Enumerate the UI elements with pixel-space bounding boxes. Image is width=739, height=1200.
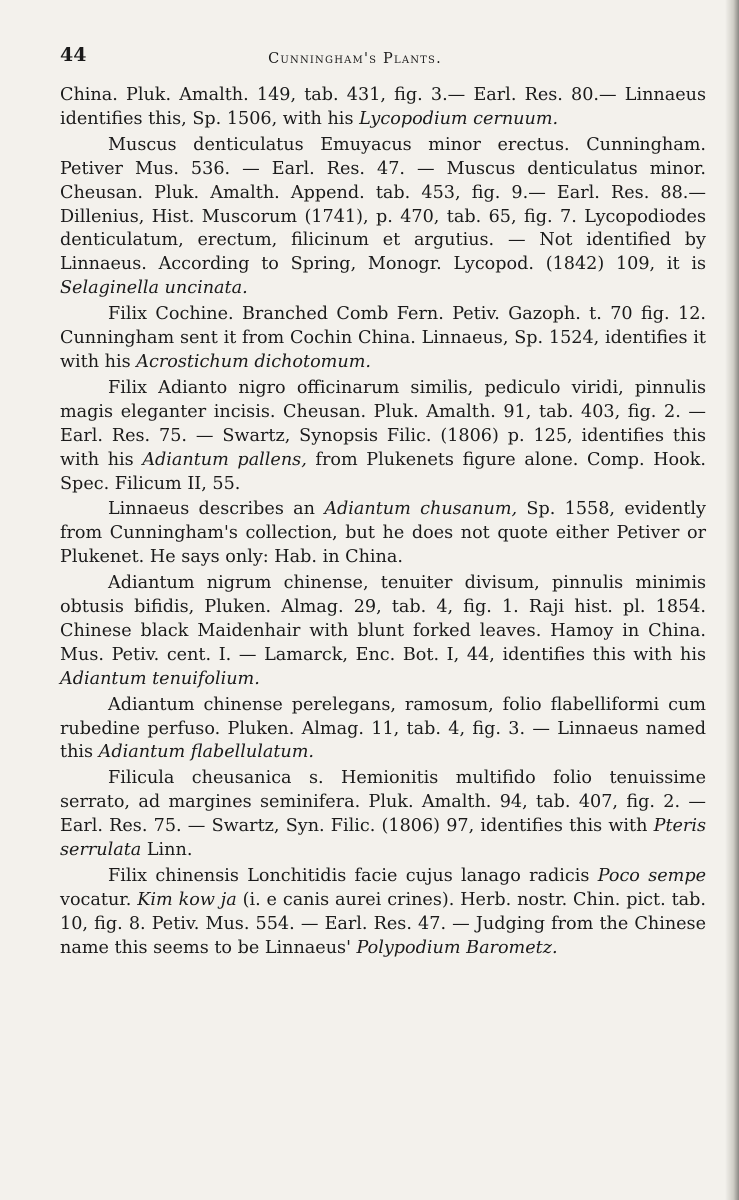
text-run: Sp. 1558, evidently from Cunningham's collection, but he does not quote either Petiver or Plukenet. He says only: Hab. in China.: [60, 499, 706, 568]
text-run: vocatur.: [60, 889, 138, 910]
italic-text-run: Adiantum tenuifolium.: [60, 668, 260, 689]
paragraph: [60, 694, 706, 766]
text-run: Linnaeus describes an: [108, 499, 325, 520]
paragraph: [60, 498, 706, 570]
text-run: Filix chinensis Lonchitidis facie cujus lanago radicis: [108, 866, 598, 886]
paragraph: [60, 377, 706, 497]
text-run: Muscus denticulatus Emuyacus minor erectus. Cunningham. Petiver Mus. 536. — Earl. Res. 47. — Muscus denticulatus minor. Cheusan. Pluk. Amalth. Append. tab. 453, fig. 9.— Earl. Res. 88.— Dillenius, Hist. Muscorum (1741), p. 470, tab. 65, fig. 7. Lycopodiodes denticulatum, erectum, filicinum et argutius. — Not identified by Linnaeus. According to Spring, Monogr. Lycopod. (1842) 109, it is: [60, 134, 706, 275]
page-header: [60, 44, 710, 74]
running-head: Cunningham's Plants.: [268, 51, 442, 67]
text-run: China. Pluk. Amalth. 149, tab. 431, fig. 3.— Earl. Res. 80.— Linnaeus identifies this, Sp. 1506, with his: [60, 85, 706, 129]
italic-text-run: Pteris serrulata: [60, 816, 706, 861]
body-text: [60, 84, 706, 963]
text-run: Linn.: [141, 840, 193, 861]
italic-text-run: Adiantum flabellulatum.: [98, 742, 315, 763]
paragraph: [60, 303, 706, 375]
italic-text-run: Poco sempe: [597, 866, 706, 886]
text-run: Filicula cheusanica s. Hemionitis multifido folio tenuissime serrato, ad margines seminifera. Pluk. Amalth. 94, tab. 407, fig. 2. — Earl. Res. 75. — Swartz, Syn. Filic. (1806) 97, identifies this with: [60, 768, 706, 837]
paragraph: [60, 134, 706, 301]
text-run: (i. e canis aurei crines). Herb. nostr. Chin. pict. tab. 10, fig. 8. Petiv. Mus. 554. — Earl. Res. 47. — Judging from the Chinese name this seems to be Linnaeus': [60, 889, 706, 958]
page-edge-shadow: [725, 0, 739, 1200]
text-run: Adiantum chinense perelegans, ramosum, folio flabelliformi cum rubedine perfuso. Pluken. Almag. 11, tab. 4, fig. 3. — Linnaeus named this: [60, 694, 706, 763]
page-number: 44: [60, 44, 87, 66]
italic-text-run: Lycopodium cernuum.: [359, 108, 559, 129]
italic-text-run: Adiantum chusanum,: [324, 499, 518, 520]
italic-text-run: Acrostichum dichotomum.: [136, 351, 371, 372]
text-run: Adiantum nigrum chinense, tenuiter divisum, pinnulis minimis obtusis bifidis, Pluken. Almag. 29, tab. 4, fig. 1. Raji hist. pl. 1854. Chinese black Maidenhair with blunt forked leaves. Hamoy in China. Mus. Petiv. cent. I. — Lamarck, Enc. Bot. I, 44, identifies this with his: [60, 573, 706, 665]
text-run: Filix Cochine. Branched Comb Fern. Petiv. Gazoph. t. 70 fig. 12. Cunningham sent it from Cochin China. Linnaeus, Sp. 1524, identifies it with his: [60, 304, 706, 372]
italic-text-run: Kim kow ja: [137, 889, 237, 910]
italic-text-run: Polypodium Barometz.: [356, 937, 558, 958]
text-run: from Plukenets figure alone. Comp. Hook. Spec. Filicum II, 55.: [60, 449, 706, 494]
paragraph: [60, 572, 706, 692]
italic-text-run: Adiantum pallens,: [142, 449, 307, 470]
text-run: Filix Adianto nigro officinarum similis, pediculo viridi, pinnulis magis eleganter incisis. Cheusan. Pluk. Amalth. 91, tab. 403, fig. 2. — Earl. Res. 75. — Swartz, Synopsis Filic. (1806) p. 125, identifies this with his: [60, 377, 706, 470]
paragraph: [60, 865, 706, 961]
paragraph: [60, 767, 706, 863]
italic-text-run: Selaginella uncinata.: [60, 278, 248, 299]
paragraph: [60, 84, 706, 132]
